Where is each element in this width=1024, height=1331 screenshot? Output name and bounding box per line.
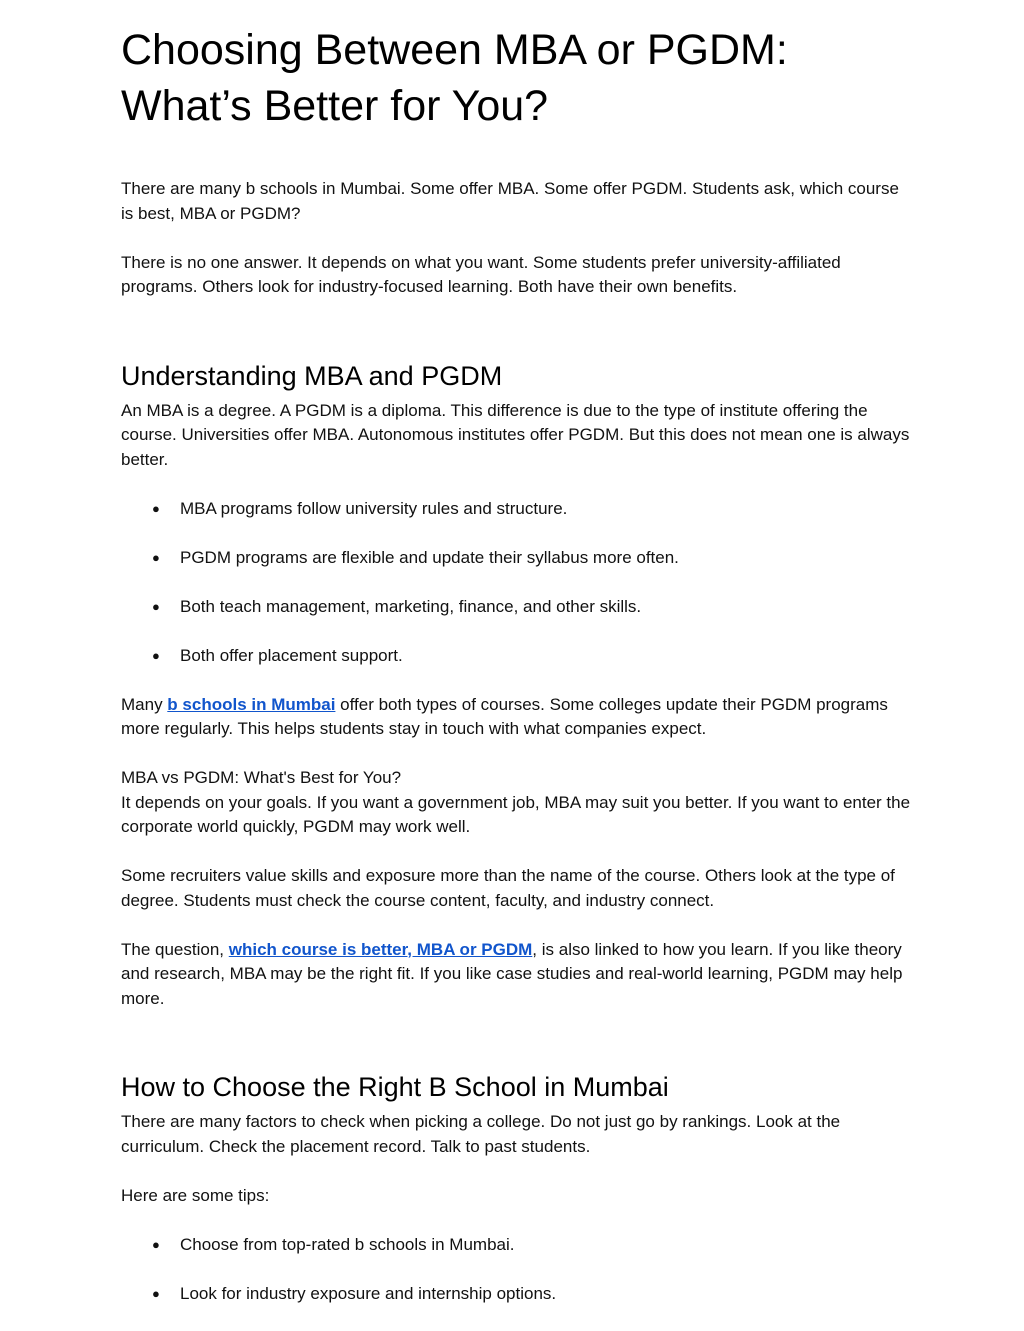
b-schools-mumbai-link[interactable]: b schools in Mumbai bbox=[167, 694, 336, 714]
text-run: , is also linked to how you learn. If you like theory and research, MBA may be the right fit. If you like case studies and real-world learning, PGDM may help more. bbox=[121, 939, 903, 1008]
text-run: It depends on your goals. If you want a government job, MBA may suit you better. If you want to enter the corporate world quickly, PGDM may work well. bbox=[121, 792, 911, 836]
title-line-1: Choosing Between MBA or PGDM: bbox=[121, 26, 788, 74]
section1-bullet-list bbox=[121, 497, 911, 669]
list-item bbox=[121, 546, 911, 571]
text-run: The question, bbox=[121, 939, 229, 959]
list-item bbox=[121, 497, 911, 522]
section1-paragraph-5 bbox=[121, 938, 911, 1012]
list-item-text: Both offer placement support. bbox=[180, 645, 403, 665]
bullet-icon: ● bbox=[152, 1285, 160, 1301]
intro-paragraph-1: There are many b schools in Mumbai. Some offer MBA. Some offer PGDM. Students ask, which course is best, MBA or PGDM? bbox=[121, 179, 899, 223]
list-item-text: PGDM programs are flexible and update their syllabus more often. bbox=[180, 547, 679, 567]
list-item bbox=[121, 1282, 911, 1307]
section2-paragraph-2: Here are some tips: bbox=[121, 1185, 270, 1205]
section1-paragraph-4: Some recruiters value skills and exposure more than the name of the course. Others look at the type of degree. Students must check the course content, faculty, and industry connect. bbox=[121, 866, 895, 910]
list-item bbox=[121, 644, 911, 669]
section-heading-choose-school: How to Choose the Right B School in Mumbai bbox=[121, 1072, 669, 1102]
section1-paragraph-2 bbox=[121, 693, 911, 742]
section1-paragraph-1: An MBA is a degree. A PGDM is a diploma. This difference is due to the type of institute offering the course. Universities offer MBA. Autonomous institutes offer PGDM. But this does not mean one is always better. bbox=[121, 400, 910, 469]
section1-paragraph-3 bbox=[121, 766, 911, 840]
list-item-text: Choose from top-rated b schools in Mumbai. bbox=[180, 1234, 515, 1254]
intro-paragraph-2: There is no one answer. It depends on what you want. Some students prefer university-affiliated programs. Others look for industry-focused learning. Both have their own benefits. bbox=[121, 252, 841, 296]
list-item-text: Both teach management, marketing, finance, and other skills. bbox=[180, 596, 642, 616]
bullet-icon: ● bbox=[152, 1236, 160, 1252]
section-heading-understanding: Understanding MBA and PGDM bbox=[121, 360, 503, 391]
section2-bullet-list bbox=[121, 1233, 911, 1307]
title-line-2: What’s Better for You? bbox=[121, 82, 549, 130]
bullet-icon: ● bbox=[152, 647, 160, 663]
bullet-icon: ● bbox=[152, 500, 160, 516]
list-item bbox=[121, 595, 911, 620]
mba-or-pgdm-link[interactable]: which course is better, MBA or PGDM bbox=[228, 939, 533, 959]
page-title bbox=[121, 22, 911, 134]
subheading-text: MBA vs PGDM: What's Best for You? bbox=[121, 768, 402, 787]
bullet-icon: ● bbox=[152, 598, 160, 614]
text-run: Many bbox=[121, 694, 168, 714]
bullet-icon: ● bbox=[152, 549, 160, 565]
document-page bbox=[121, 22, 911, 1331]
text-run: offer both types of courses. Some colleges update their PGDM programs more regularly. This helps students stay in touch with what companies expect. bbox=[121, 694, 888, 738]
section2-paragraph-1: There are many factors to check when picking a college. Do not just go by rankings. Look at the curriculum. Check the placement record. Talk to past students. bbox=[121, 1112, 841, 1156]
list-item bbox=[121, 1233, 911, 1258]
list-item-text: MBA programs follow university rules and structure. bbox=[180, 498, 568, 518]
list-item-text: Look for industry exposure and internship options. bbox=[180, 1283, 557, 1303]
